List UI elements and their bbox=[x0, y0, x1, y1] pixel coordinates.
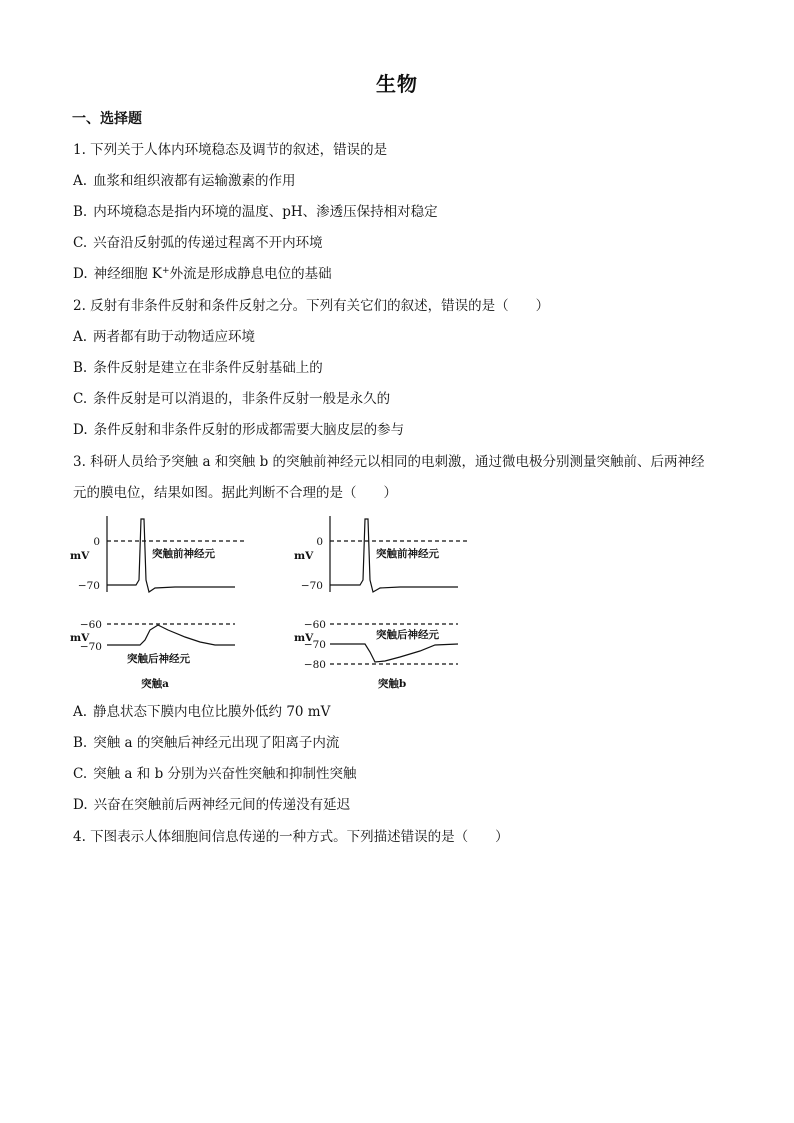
option-label: C. bbox=[73, 391, 88, 407]
tick-label: 0 bbox=[316, 536, 323, 548]
option-text: 静息状态下膜内电位比膜外低约 70 mV bbox=[93, 704, 331, 720]
option-label: D. bbox=[73, 266, 88, 282]
unit-label: mV bbox=[70, 550, 90, 562]
q2-stem: 2. 反射有非条件反射和条件反射之分。下列有关它们的叙述，错误的是（ ） bbox=[73, 298, 550, 314]
q3-option-c bbox=[73, 765, 357, 783]
option-label: A. bbox=[73, 704, 88, 720]
pre-neuron-label: 突触前神经元 bbox=[376, 548, 439, 560]
q3-stem-line1: 3. 科研人员给予突触 a 和突触 b 的突触前神经元以相同的电刺激，通过微电极分别测量突触前、后两神经 bbox=[73, 454, 705, 470]
option-text-pre: 神经细胞 K bbox=[93, 266, 163, 282]
option-label: B. bbox=[73, 360, 88, 376]
option-text: 两者都有助于动物适应环境 bbox=[93, 329, 256, 345]
option-label: C. bbox=[73, 766, 88, 782]
tick-label: −60 bbox=[79, 619, 102, 631]
option-text: 内环境稳态是指内环境的温度、pH、渗透压保持相对稳定 bbox=[93, 204, 438, 220]
option-label: B. bbox=[73, 204, 88, 220]
tick-label: −80 bbox=[303, 659, 326, 671]
post-neuron-label: 突触后神经元 bbox=[376, 629, 439, 641]
q4-stem: 4. 下图表示人体细胞间信息传递的一种方式。下列描述错误的是（ ） bbox=[73, 829, 509, 845]
tick-label: −70 bbox=[303, 639, 326, 651]
option-label: D. bbox=[73, 797, 88, 813]
option-label: B. bbox=[73, 735, 88, 751]
post-neuron-label: 突触后神经元 bbox=[127, 653, 190, 665]
superscript-plus: + bbox=[162, 266, 170, 276]
tick-label: −60 bbox=[303, 619, 326, 631]
option-text-post: 外流是形成静息电位的基础 bbox=[169, 266, 332, 282]
option-text: 条件反射是可以消退的，非条件反射一般是永久的 bbox=[93, 391, 391, 407]
post-trace-b bbox=[330, 644, 458, 662]
section-heading: 一、选择题 bbox=[72, 111, 142, 127]
option-text: 条件反射和非条件反射的形成都需要大脑皮层的参与 bbox=[93, 422, 405, 438]
option-text: 兴奋沿反射弧的传递过程离不开内环境 bbox=[93, 235, 323, 251]
option-label: D. bbox=[73, 422, 88, 438]
page-title: 生物 bbox=[376, 72, 418, 96]
option-text: 条件反射是建立在非条件反射基础上的 bbox=[93, 360, 323, 376]
unit-label: mV bbox=[294, 550, 314, 562]
unit-label: mV bbox=[294, 632, 314, 644]
figure-caption: 突触a bbox=[141, 678, 169, 690]
option-label: A. bbox=[73, 173, 88, 189]
option-label: C. bbox=[73, 235, 88, 251]
option-text: 突触 a 和 b 分别为兴奋性突触和抑制性突触 bbox=[93, 766, 357, 782]
option-label: A. bbox=[73, 329, 88, 345]
pre-neuron-label: 突触前神经元 bbox=[152, 548, 215, 560]
option-text: 兴奋在突触前后两神经元间的传递没有延迟 bbox=[93, 797, 351, 813]
tick-label: −70 bbox=[300, 580, 323, 592]
q3-option-b bbox=[73, 734, 339, 752]
figure-caption: 突触b bbox=[377, 678, 407, 690]
option-text: 血浆和组织液都有运输激素的作用 bbox=[93, 173, 296, 189]
post-trace-a bbox=[107, 625, 235, 645]
tick-label: −70 bbox=[77, 580, 100, 592]
q1-stem: 1. 下列关于人体内环境稳态及调节的叙述，错误的是 bbox=[73, 142, 388, 158]
q3-option-d bbox=[73, 796, 350, 814]
unit-label: mV bbox=[70, 632, 90, 644]
q3-option-a bbox=[73, 703, 330, 721]
tick-label: −70 bbox=[79, 641, 102, 653]
tick-label: 0 bbox=[93, 536, 100, 548]
q3-stem-line2: 元的膜电位，结果如图。据此判断不合理的是（ ） bbox=[73, 485, 397, 501]
option-text: 突触 a 的突触后神经元出现了阳离子内流 bbox=[93, 735, 340, 751]
